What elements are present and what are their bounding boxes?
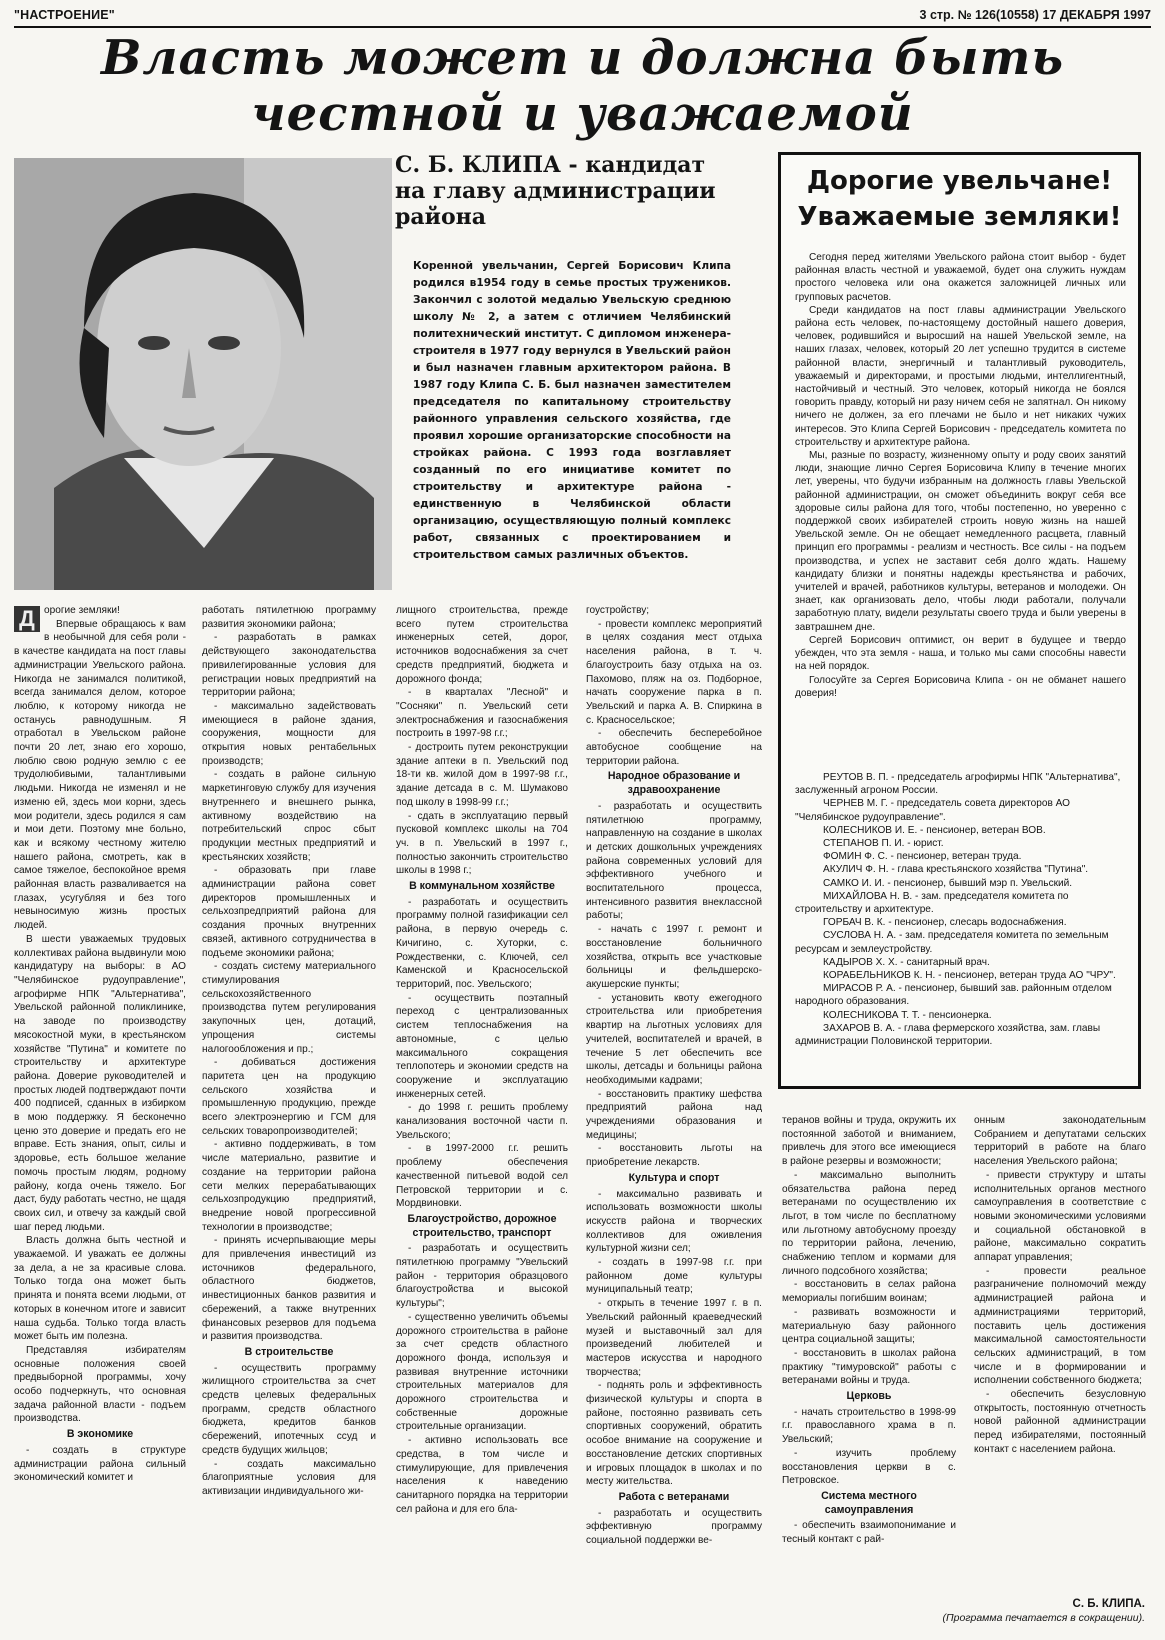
article-paragraph: - осуществить поэтапный переход с централизованных систем теплоснабжения на автономные, с целью максимального сокращения теплопотерь и экономии средств на сооружение и эксплуатацию инженерных сетей. bbox=[396, 992, 568, 1100]
article-column-5 bbox=[782, 1114, 956, 1632]
article-paragraph: - провести реальное разграничение полномочий между администрацией района и администрациями территорий, поставить цель достижения максимальной самостоятельности сельских администраций, в том числе и в формировании и исполнении собственного бюджета; bbox=[974, 1265, 1146, 1387]
appeal-title bbox=[781, 163, 1138, 235]
article-paragraph: - максимально развивать и использовать возможности школы искусств района и творческих коллективов для оживления культурной жизни сел; bbox=[586, 1188, 762, 1255]
article-paragraph: - образовать при главе администрации района совет директоров промышленных и сельхозпредприятий района для создания прочных внутренних связей, активного сотрудничества в подъеме экономики района; bbox=[202, 865, 376, 959]
article-paragraph: орогие земляки! bbox=[44, 605, 120, 616]
article-paragraph: теранов войны и труда, окружить их постоянной заботой и вниманием, привлечь для этого все имеющиеся в районе резервы и возможности; bbox=[782, 1115, 956, 1168]
section-heading: Система местного самоуправления bbox=[821, 1489, 917, 1516]
article-column-6 bbox=[974, 1114, 1146, 1632]
article-paragraph: - разработать и осуществить эффективную программу социальной поддержки ве- bbox=[586, 1507, 762, 1547]
headline-line-1: Власть может и должна быть bbox=[100, 30, 1065, 86]
portrait-photo bbox=[14, 158, 392, 590]
section-heading: Работа с ветеранами bbox=[618, 1491, 730, 1503]
article-paragraph: - обеспечить бесперебойное автобусное сообщение на территории района. bbox=[586, 728, 762, 767]
article-paragraph: - достроить путем реконструкции здание аптеки в п. Увельский под 18-ти кв. жилой дом в 1997-98 г.г., здание детсада в с. М. Шумаково под школу в 1998-99 г.г.; bbox=[396, 742, 568, 808]
article-paragraph: - максимально задействовать имеющиеся в районе здания, сооружения, мощности для открытия новых рентабельных производств; bbox=[202, 700, 376, 767]
article-paragraph: - активно использовать все средства, в том числе и стимулирующие, для привлечения населения к наведению санитарного порядка на территории сел района и для его бла- bbox=[396, 1435, 568, 1515]
article-paragraph: Впервые обращаюсь к вам в необычной для себя роли - в качестве кандидата на пост главы администрации Увельского района. Никогда не занимался политикой, всегда занимался делом, которое люблю, к которому никогда не останусь равнодушным. Я отработал в Увельском районе почти 20 лет, знаю его хорошо, люблю свою родную землю с ее трудолюбивыми, талантливыми людьми. Никогда не изменял и не изменю ей, здесь мои корни, здесь мои родители, здесь родился я сам и мои дети. Поэтому мне больно, как и всякому честному жителю нашего района, смотреть, как в самое тяжелое, беспокойное время районная власть разваливается на глазах, усугубляя и без того невыносимую жизнь простых людей. bbox=[14, 618, 186, 932]
article-paragraph: Представляя избирателям основные положения своей предвыборной программы, хочу особо подчеркнуть, что основная задача районной власти - подъем производства. bbox=[14, 1344, 186, 1425]
article-paragraph: - максимально выполнить обязательства района перед ветеранами по осуществлению их льгот, в том числе по бесплатному или льготному автобусному проезду по территории района, лечению, снабжению теплом и кормами для личного подсобного хозяйства; bbox=[782, 1169, 956, 1277]
article-paragraph: - создать в 1997-98 г.г. при районном доме культуры муниципальный театр; bbox=[586, 1257, 762, 1296]
signer: КАДЫРОВ Х. Х. - санитарный врач. bbox=[823, 956, 990, 968]
article-paragraph: - установить квоту ежегодного строительства или приобретения квартир на льготных условиях для учителей, воспитателей и врачей, в течение 5 лет обеспечить все школы, детсады и больницы района необходимыми кадрами; bbox=[586, 992, 762, 1086]
biography-text: Коренной увельчанин, Сергей Борисович Клипа родился в1954 году в семье простых тружеников. Закончил с золотой медалью Увельскую среднюю школу № 2, а затем с отличием Челябинский политехнический институт. С дипломом инженера-строителя в 1977 году вернулся в Увельский район и был назначен главным архитектором района. В 1987 году Клипа С. Б. был назначен заместителем председателя по капитальному строительству районного управления сельского хозяйства, где проявил хорошие организаторские способности на стройках района. С 1993 года возглавляет созданный по его инициативе комитет по строительству и архитектуре района - единственную в Челябинской области организацию, осуществляющую полный комплекс работ, связанных с проектированием и строительством самых различных объектов. bbox=[413, 260, 731, 561]
article-paragraph: - разработать в рамках действующего законодательства привилегированные условия для регистрации новых предприятий на территории района; bbox=[202, 632, 376, 699]
article-paragraph: лищного строительства, прежде всего путем строительства инженерных сетей, дорог, источников водоснабжения за счет средств предприятий, бюджета и дорожного фонда; bbox=[396, 605, 568, 685]
article-paragraph: - развивать возможности и материальную базу районного центра социальной защиты; bbox=[782, 1306, 956, 1346]
article-paragraph: - начать с 1997 г. ремонт и восстановление больничного хозяйства, открыть все участковые больницы и фельдшерско-акушерские пункты; bbox=[586, 924, 762, 990]
article-paragraph: - принять исчерпывающие меры для привлечения инвестиций из источников федерального, областного бюджетов, инвестиционных банков развития и сбережений, а также внутренних финансовых резервов для подъема и развития производства. bbox=[202, 1235, 376, 1343]
article-paragraph: - разработать и осуществить пятилетнюю программу "Увельский район - территория образцового благоустройства и высокой культуры"; bbox=[396, 1243, 568, 1310]
article-paragraph: - поднять роль и эффективность физической культуры и спорта в районе, постоянно развивать сеть спортивных сооружений, обратить особое внимание на сооружение и восстановление детских спортивных и игровых площадок в школах и по месту жительства. bbox=[586, 1380, 762, 1488]
article-paragraph: работать пятилетнюю программу развития экономики района; bbox=[202, 605, 376, 630]
article-paragraph: - в 1997-2000 г.г. решить проблему обеспечения качественной питьевой водой сел Петровской территории и с. Мордвиновки. bbox=[396, 1143, 568, 1210]
article-paragraph: - восстановить в школах района практику "тимуровской" работы с ветеранами войны и труда. bbox=[782, 1347, 956, 1387]
article-paragraph: - в кварталах "Лесной" и "Сосняки" п. Увельский сети электроснабжения и газоснабжения построить в 1997-98 г.г.; bbox=[396, 687, 568, 740]
signer: КОЛЕСНИКОВА Т. Т. - пенсионерка. bbox=[823, 1009, 992, 1021]
article-paragraph: - разработать и осуществить пятилетнюю программу, направленную на создание в школах и детских дошкольных учреждениях района современных условий для эффективного учебного и воспитательного процесса, интенсивного развития внеклассной работы; bbox=[586, 800, 762, 922]
section-heading: Церковь bbox=[846, 1390, 892, 1403]
section-heading: В коммунальном хозяйстве bbox=[409, 880, 555, 893]
signer: ЧЕРНЕВ М. Г. - председатель совета директоров АО "Челябинское рудоуправление". bbox=[795, 798, 1070, 823]
article-paragraph: - изучить проблему восстановления церкви в с. Петровское. bbox=[782, 1447, 956, 1487]
article-paragraph: - обеспечить безусловную открытость, постоянную отчетность новой районной администрации перед избирателями, постоянный контакт с населением района. bbox=[974, 1389, 1146, 1455]
signer: САМКО И. И. - пенсионер, бывший мэр п. Увельский. bbox=[823, 877, 1073, 889]
article-column-2 bbox=[202, 604, 376, 1632]
article-paragraph: - создать систему материального стимулирования сельскохозяйственного производства путем регулирования закупочных цен, дотаций, упрощения системы налогообложения и пр.; bbox=[202, 961, 376, 1055]
signer: МИХАЙЛОВА Н. В. - зам. председателя комитета по строительству и архитектуре. bbox=[795, 890, 1069, 916]
article-paragraph: - разработать и осуществить программу полной газификации сел района, в первую очередь с. Кичигино, с. Хуторки, с. Рождественки, с. Ключей, сел Каменской и Красносельской территорий, пос. Увельского; bbox=[396, 896, 568, 990]
appeal-paragraph: Мы, разные по возрасту, жизненному опыту и роду своих занятий люди, знающие лично Сергея Борисовича Клипу в течение многих лет, уверены, что будучи избранным на должность главы Увельской районной администрации, он сможет объединить вокруг себя все здоровые силы района для того, чтобы постепенно, но уверенно с поддержкой своих избирателей строить новую жизнь на нашей Увельской земле. Он не обещает немедленного расцвета, главный принцип его программы - реализм и честность. Все силы - на подъем производства, и успех не заставит себя долго ждать. Нашему кандидату близки и понятны надежды крестьянства и рабочих, учителей и врачей, работников культуры, ветеранов и молодежи. Он знает, как организовать дело, чтобы люди работали, получали заработную плату, видели результаты своего труда и были уверены в завтрашнем дне. bbox=[795, 450, 1126, 633]
article-column-3 bbox=[396, 604, 568, 1632]
drop-cap: Д bbox=[14, 606, 40, 632]
article-paragraph: - до 1998 г. решить проблему канализования восточной части п. Увельского; bbox=[396, 1102, 568, 1141]
masthead bbox=[14, 6, 1151, 28]
appeal-body bbox=[795, 251, 1126, 700]
article-paragraph: - восстановить льготы на приобретение лекарств. bbox=[586, 1143, 762, 1169]
article-paragraph: - активно поддерживать, в том числе материально, развитие и создание на территории района сети мелких перерабатывающих сельхозпродукцию предприятий, внедрение новой прогрессивной технологии в производстве; bbox=[202, 1139, 376, 1233]
article-paragraph: - открыть в течение 1997 г. в п. Увельский районный краеведческий музей и выставочный зал для произведений любителей и мастеров искусства и народного творчества; bbox=[586, 1298, 762, 1378]
article-paragraph: онным законодательным Собранием и депутатами сельских территорий в работе на благо населения Увельского района; bbox=[974, 1115, 1146, 1168]
section-heading: В строительстве bbox=[244, 1345, 334, 1358]
author-signature: С. Б. КЛИПА. bbox=[1072, 1598, 1145, 1610]
article-column-4 bbox=[586, 604, 762, 1632]
article-paragraph: - провести комплекс мероприятий в целях создания мест отдыха населения района, в т. ч. благоустроить базу отдыха на оз. Пахомово, пляж на оз. Подборное, начать сооружение парка в п. Увельский и парка А. В. Спиркина в с. Красносельское; bbox=[586, 618, 762, 726]
article-paragraph: гоустройству; bbox=[586, 605, 650, 616]
headline bbox=[40, 30, 1125, 142]
appeal-title-line-1: Дорогие увельчане! bbox=[806, 166, 1113, 196]
appeal-paragraph: Голосуйте за Сергея Борисовича Клипа - он не обманет нашего доверия! bbox=[795, 674, 1126, 699]
section-heading: Культура и спорт bbox=[628, 1171, 720, 1184]
issue-info: 3 стр. № 126(10558) 17 ДЕКАБРЯ 1997 bbox=[919, 8, 1151, 22]
signer: МИРАСОВ Р. А. - пенсионер, бывший зав. районным отделом народного образования. bbox=[795, 983, 1112, 1008]
article-paragraph: - привести структуру и штаты исполнительных органов местного самоуправления в соответствие с новыми экономическими условиями и социальной обстановкой в районе, максимально сократить аппарат управления; bbox=[974, 1169, 1146, 1264]
appeal-title-line-2: Уважаемые земляки! bbox=[797, 202, 1122, 232]
signers-list bbox=[795, 771, 1126, 1048]
signer: ЗАХАРОВ В. А. - глава фермерского хозяйства, зам. главы администрации Половинской территории. bbox=[795, 1022, 1101, 1048]
abridgement-note: (Программа печатается в сокращении). bbox=[942, 1612, 1145, 1624]
section-name: "НАСТРОЕНИЕ" bbox=[14, 8, 115, 22]
signer: ФОМИН Ф. С. - пенсионер, ветеран труда. bbox=[823, 851, 1022, 863]
article-paragraph: - сдать в эксплуатацию первый пусковой комплекс школы на 704 уч. в п. Увельский в 1997 г., полностью закончить строительство школы в 1998 г.; bbox=[396, 810, 568, 877]
subhead: С. Б. КЛИПА - кандидат на главу администрации района bbox=[395, 152, 716, 230]
signer: СТЕПАНОВ П. И. - юрист. bbox=[823, 838, 944, 850]
article-paragraph: - восстановить практику шефства предприятий района над учреждениями образования и медицины; bbox=[586, 1088, 762, 1141]
section-heading: В экономике bbox=[66, 1428, 134, 1441]
article-paragraph: - добиваться достижения паритета цен на продукцию сельского хозяйства и промышленную продукцию, прежде всего электроэнергию и ГСМ для сельских товаропроизводителей; bbox=[202, 1057, 376, 1137]
article-paragraph: - начать строительство в 1998-99 г.г. православного храма в п. Увельский; bbox=[782, 1406, 956, 1446]
signer: КОЛЕСНИКОВ И. Е. - пенсионер, ветеран ВОВ. bbox=[823, 824, 1046, 836]
signer: ГОРБАЧ В. К. - пенсионер, слесарь водоснабжения. bbox=[823, 917, 1067, 929]
article-paragraph: - восстановить в селах района мемориалы погибшим воинам; bbox=[782, 1279, 956, 1305]
headline-line-2: честной и уважаемой bbox=[251, 86, 914, 142]
signer: АКУЛИЧ Ф. Н. - глава крестьянского хозяйства "Путина". bbox=[823, 864, 1089, 876]
appeal-paragraph: Сергей Борисович оптимист, он верит в будущее и твердо убежден, что эта земля - наша, и только мы сами способны навести на ней порядок. bbox=[795, 634, 1126, 673]
signer: СУСЛОВА Н. А. - зам. председателя комитета по земельным ресурсам и землеустройству. bbox=[795, 930, 1109, 955]
section-heading: Народное образование и здравоохранение bbox=[607, 770, 741, 797]
appeal-paragraph: Сегодня перед жителями Увельского района стоит выбор - будет районная власть честной и уважаемой, будет она служить нуждам простого человека или она окажется заложницей личных или групповых расчетов. bbox=[795, 252, 1126, 303]
section-heading: Благоустройство, дорожное строительство, транспорт bbox=[407, 1212, 557, 1239]
article-paragraph: - существенно увеличить объемы дорожного строительства в районе за счет средств областного дорожного фонда, используя и развивая внутренние источники строительных материалов для дорожного строительства и собственные дорожные строительные организации. bbox=[396, 1311, 568, 1433]
article-column-1 bbox=[14, 604, 186, 1632]
appeal-paragraph: Среди кандидатов на пост главы администрации Увельского района есть человек, по-настоящему достойный нашего доверия, человек, родившийся и выросший на нашей Увельской земле, на наших глазах, человек, который 20 лет успешно трудится в системе районной власти, энергичный и талантливый руководитель, уважаемый и директорами, и простыми людьми, интеллигентный, настойчивый и честный. Это человек, который никогда не боялся говорить правду, который ни разу ничем себя не запятнал. Он никому ничего не должен, за его плечами не было и нет никаких чужих интересов. Это Клипа Сергей Борисович - председатель комитета по строительству и архитектуре района. bbox=[795, 304, 1126, 448]
article-paragraph: - осуществить программу жилищного строительства за счет средств целевых федеральных программ, средств областного бюджета, кредитов банков сбережений, ипотечных ссуд и средств будущих жильцов; bbox=[202, 1362, 376, 1456]
article-paragraph: - обеспечить взаимопонимание и тесный контакт с рай- bbox=[782, 1520, 956, 1546]
article-paragraph: - создать в районе сильную маркетинговую службу для изучения внутреннего и внешнего рынка, активному воздействию на потребительский спрос сбыт продукции местных предприятий и крестьянских хозяйств; bbox=[202, 769, 376, 863]
article-paragraph: - создать максимально благоприятные условия для активизации индивидуального жи- bbox=[202, 1458, 376, 1497]
article-paragraph: - создать в структуре администрации района сильный экономический комитет и bbox=[14, 1444, 186, 1484]
signer: КОРАБЕЛЬНИКОВ К. Н. - пенсионер, ветеран труда АО "ЧРУ". bbox=[823, 970, 1116, 982]
appeal-box bbox=[778, 152, 1141, 1089]
article-paragraph: Власть должна быть честной и уважаемой. И уважать ее должны за дела, а не за красивые слова. Только тогда она может быть принята и понята всеми людьми, от которых в конечном итоге и зависит наша судьба. Только тогда власть может быть им полезна. bbox=[14, 1235, 186, 1343]
article-paragraph: В шести уважаемых трудовых коллективах района выдвинули мою кандидатуру на выборы: в АО "Челябинское рудоуправление", агрофирме НПК "Альтернатива", Увельской районной поликлинике, на заводе по производству мясокостной муки, в крестьянском хозяйстве "Путина" и комитете по строительству и архитектуре района. Доверие руководителей и простых людей подтверждают почти 400 подписей, сданных в избирком в мою поддержку. Я бесконечно ценю это доверие и предать его не вправе. Есть знания, опыт, силы и здоровье, есть большое желание помочь простым людям, родному району, когда очень тяжело. Бог даст, буду работать честно, не щадя своих сил, и отвечу за каждый свой шаг перед людьми. bbox=[14, 933, 186, 1233]
signer: РЕУТОВ В. П. - председатель агрофирмы НПК "Альтернатива", заслуженный агроном России. bbox=[795, 772, 1121, 797]
